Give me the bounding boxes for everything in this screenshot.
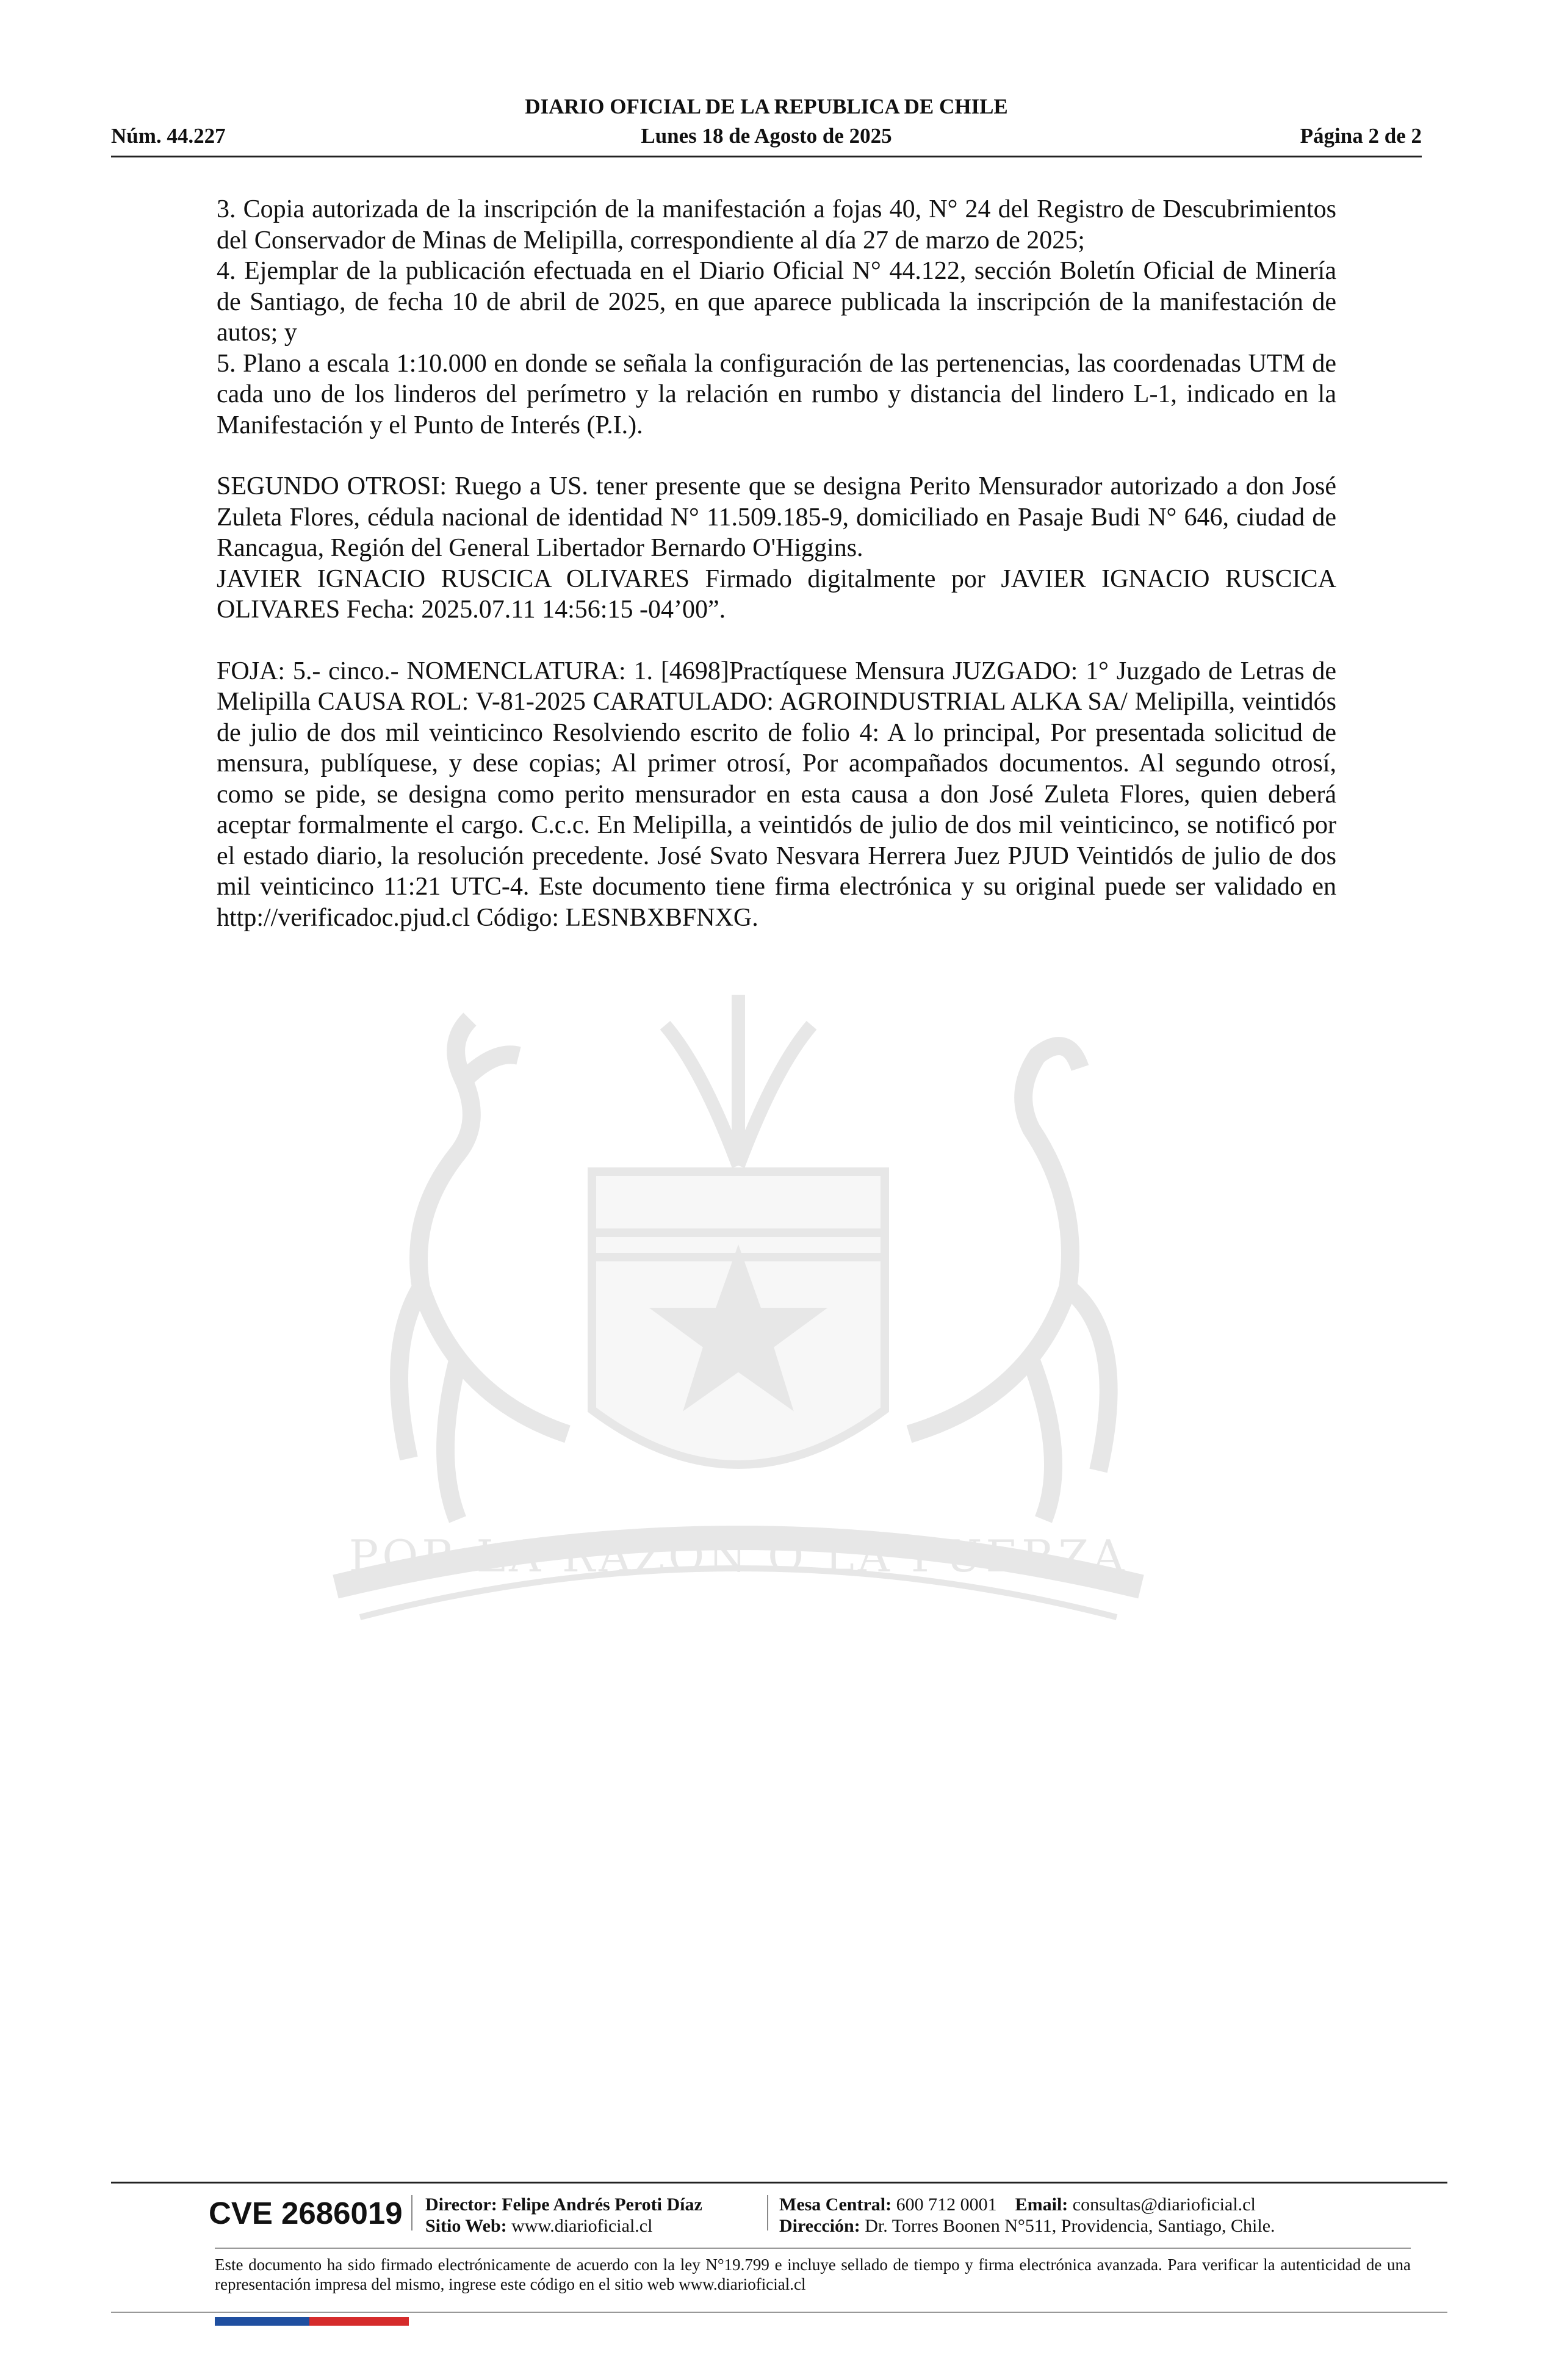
mesa-label: Mesa Central: xyxy=(779,2194,892,2215)
paragraph-item-3: 3. Copia autorizada de la inscripción de la manifestación a fojas 40, N° 24 del Registro de Descubrimientos del Conservador de Minas de Melipilla, correspondiente al día 27 de marzo de 2025; xyxy=(217,195,1336,254)
document-body xyxy=(217,194,1336,933)
director-label: Director: xyxy=(425,2194,497,2215)
director-name: Felipe Andrés Peroti Díaz xyxy=(502,2194,702,2215)
paragraph-court-resolution: FOJA: 5.- cinco.- NOMENCLATURA: 1. [4698]Practíquese Mensura JUZGADO: 1° Juzgado de Letras de Melipilla CAUSA ROL: V-81-2025 CARATULADO: AGROINDUSTRIAL ALKA SA/ Melipilla, veintidós de julio de dos mil veinticinco Resolviendo escrito de folio 4: A lo principal, Por presentada solicitud de mensura, publíquese, y dese copias; Al primer otrosí, Por acompañados documentos. Al segundo otrosí, como se pide, se designa como perito mensurador en esta causa a don José Zuleta Flores, quien deberá aceptar formalmente el cargo. C.c.c. En Melipilla, a veintidós de julio de dos mil veinticinco, se notificó por el estado diario, la resolución precedente. José Svato Nesvara Herrera Juez PJUD Veintidós de julio de dos mil veinticinco 11:21 UTC-4. Este documento tiene firma electrónica y su original puede ser validado en http://verificadoc.pjud.cl Código: LESNBXBFNXG. xyxy=(217,657,1336,932)
email-label: Email: xyxy=(1015,2194,1068,2215)
footer-contact-right xyxy=(779,2194,1275,2237)
paragraph-gap xyxy=(217,441,1336,471)
header-rule xyxy=(111,156,1422,157)
flag-stripe-red xyxy=(309,2317,409,2326)
flag-stripe-blue xyxy=(215,2317,309,2326)
footer-rule-mid xyxy=(215,2248,1411,2249)
paragraph-gap xyxy=(217,626,1336,656)
footer-separator xyxy=(767,2195,768,2230)
issue-date: Lunes 18 de Agosto de 2025 xyxy=(641,124,892,148)
paragraph-digital-signature: JAVIER IGNACIO RUSCICA OLIVARES Firmado digitalmente por JAVIER IGNACIO RUSCICA OLIVARES Fecha: 2025.07.11 14:56:15 -04’00”. xyxy=(217,564,1336,624)
flag-stripe xyxy=(215,2317,409,2326)
issue-number: Núm. 44.227 xyxy=(111,124,226,148)
footer-rule-top xyxy=(111,2182,1447,2183)
address-text: Dr. Torres Boonen N°511, Providencia, Santiago, Chile. xyxy=(865,2216,1275,2236)
paragraph-item-5: 5. Plano a escala 1:10.000 en donde se señala la configuración de las pertenencias, las coordenadas UTM de cada uno de los linderos del perímetro y la relación en rumbo y distancia del lindero L-1, indicado en la Manifestación y el Punto de Interés (P.I.). xyxy=(217,349,1336,439)
website-label: Sitio Web: xyxy=(425,2216,507,2236)
mesa-phone: 600 712 0001 xyxy=(896,2194,997,2215)
website-link[interactable]: www.diarioficial.cl xyxy=(511,2216,653,2236)
paragraph-item-4: 4. Ejemplar de la publicación efectuada en el Diario Oficial N° 44.122, sección Boletín Oficial de Minería de Santiago, de fecha 10 de abril de 2025, en que aparece publicada la inscripción de la manifestación de autos; y xyxy=(217,257,1336,347)
footer-contact-left xyxy=(425,2194,702,2237)
page-indicator: Página 2 de 2 xyxy=(1300,124,1422,148)
coat-of-arms-watermark xyxy=(201,970,1275,1672)
address-label: Dirección: xyxy=(779,2216,860,2236)
cve-code: CVE 2686019 xyxy=(209,2196,403,2230)
page-header xyxy=(111,95,1422,162)
paragraph-segundo-otrosi: SEGUNDO OTROSI: Ruego a US. tener presente que se designa Perito Mensurador autorizado a don José Zuleta Flores, cédula nacional de identidad N° 11.509.185-9, domiciliado en Pasaje Budi N° 646, ciudad de Rancagua, Región del General Libertador Bernardo O'Higgins. xyxy=(217,472,1336,562)
legal-notice: Este documento ha sido firmado electrónicamente de acuerdo con la ley N°19.799 e incluye sellado de tiempo y firma electrónica avanzada. Para verificar la autenticidad de una representación impresa del mismo, ingrese este código en el sitio web www.diarioficial.cl xyxy=(215,2256,1411,2293)
newspaper-title: DIARIO OFICIAL DE LA REPUBLICA DE CHILE xyxy=(525,95,1008,118)
svg-text:POR LA RAZON O LA FUERZA: POR LA RAZON O LA FUERZA xyxy=(348,1531,1128,1582)
footer-separator xyxy=(411,2195,412,2230)
footer-rule-bottom xyxy=(111,2312,1447,2313)
email-link[interactable]: consultas@diarioficial.cl xyxy=(1072,2194,1256,2215)
